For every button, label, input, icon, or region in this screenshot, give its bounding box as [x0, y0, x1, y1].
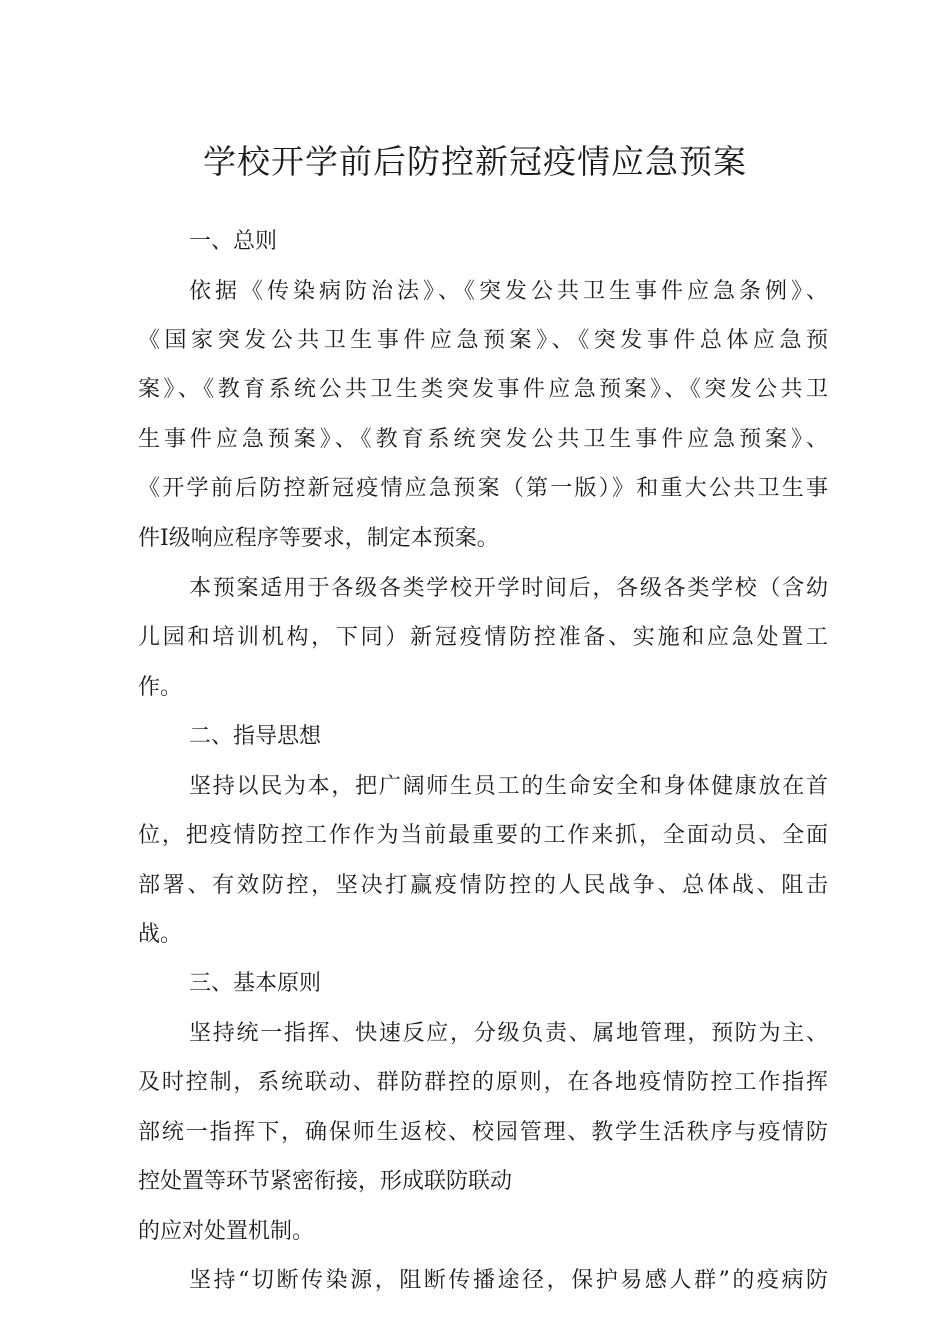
paragraph-line: 儿园和培训机构，下同）新冠疫情防控准备、实施和应急处置工 [138, 625, 828, 650]
paragraph-line: 依据《传染病防治法》、《突发公共卫生事件应急条例》、 [189, 279, 828, 304]
paragraph-line: 作。 [138, 675, 183, 700]
section-heading-general: 一、总则 [189, 229, 278, 254]
paragraph-line: 控处置等环节紧密衔接，形成联防联动 [138, 1169, 513, 1194]
paragraph-line: 案》、《教育系统公共卫生类突发事件应急预案》、《突发公共卫 [138, 377, 828, 402]
paragraph-line: 坚持统一指挥、快速反应，分级负责、属地管理，预防为主、 [189, 1021, 828, 1046]
paragraph-line: 的应对处置机制。 [138, 1219, 315, 1244]
paragraph-line: 坚持以民为本，把广阔师生员工的生命安全和身体健康放在首 [189, 774, 828, 799]
paragraph-line: 坚持“切断传染源，阻断传播途径，保护易感人群”的疫病防 [189, 1268, 828, 1293]
paragraph-line: 件Ⅰ级响应程序等要求，制定本预案。 [138, 526, 499, 551]
paragraph-line: 生事件应急预案》、《教育系统突发公共卫生事件应急预案》、 [138, 427, 828, 452]
paragraph-line: 部署、有效防控，坚决打赢疫情防控的人民战争、总体战、阻击 [138, 873, 828, 898]
section-heading-basic-principles: 三、基本原则 [189, 971, 322, 996]
document-title: 学校开学前后防控新冠疫情应急预案 [203, 142, 747, 181]
section-heading-guiding-ideology: 二、指导思想 [189, 724, 322, 749]
paragraph-line: 《国家突发公共卫生事件应急预案》、《突发事件总体应急预 [138, 328, 828, 353]
paragraph-line: 部统一指挥下，确保师生返校、校园管理、教学生活秩序与疫情防 [138, 1120, 828, 1145]
paragraph-line: 战。 [138, 922, 183, 947]
paragraph-line: 《开学前后防控新冠疫情应急预案（第一版）》和重大公共卫生事 [138, 476, 828, 501]
paragraph-line: 及时控制，系统联动、群防群控的原则，在各地疫情防控工作指挥 [138, 1070, 828, 1095]
paragraph-line: 位，把疫情防控工作作为当前最重要的工作来抓，全面动员、全面 [138, 823, 828, 848]
paragraph-line: 本预案适用于各级各类学校开学时间后，各级各类学校（含幼 [189, 576, 828, 601]
